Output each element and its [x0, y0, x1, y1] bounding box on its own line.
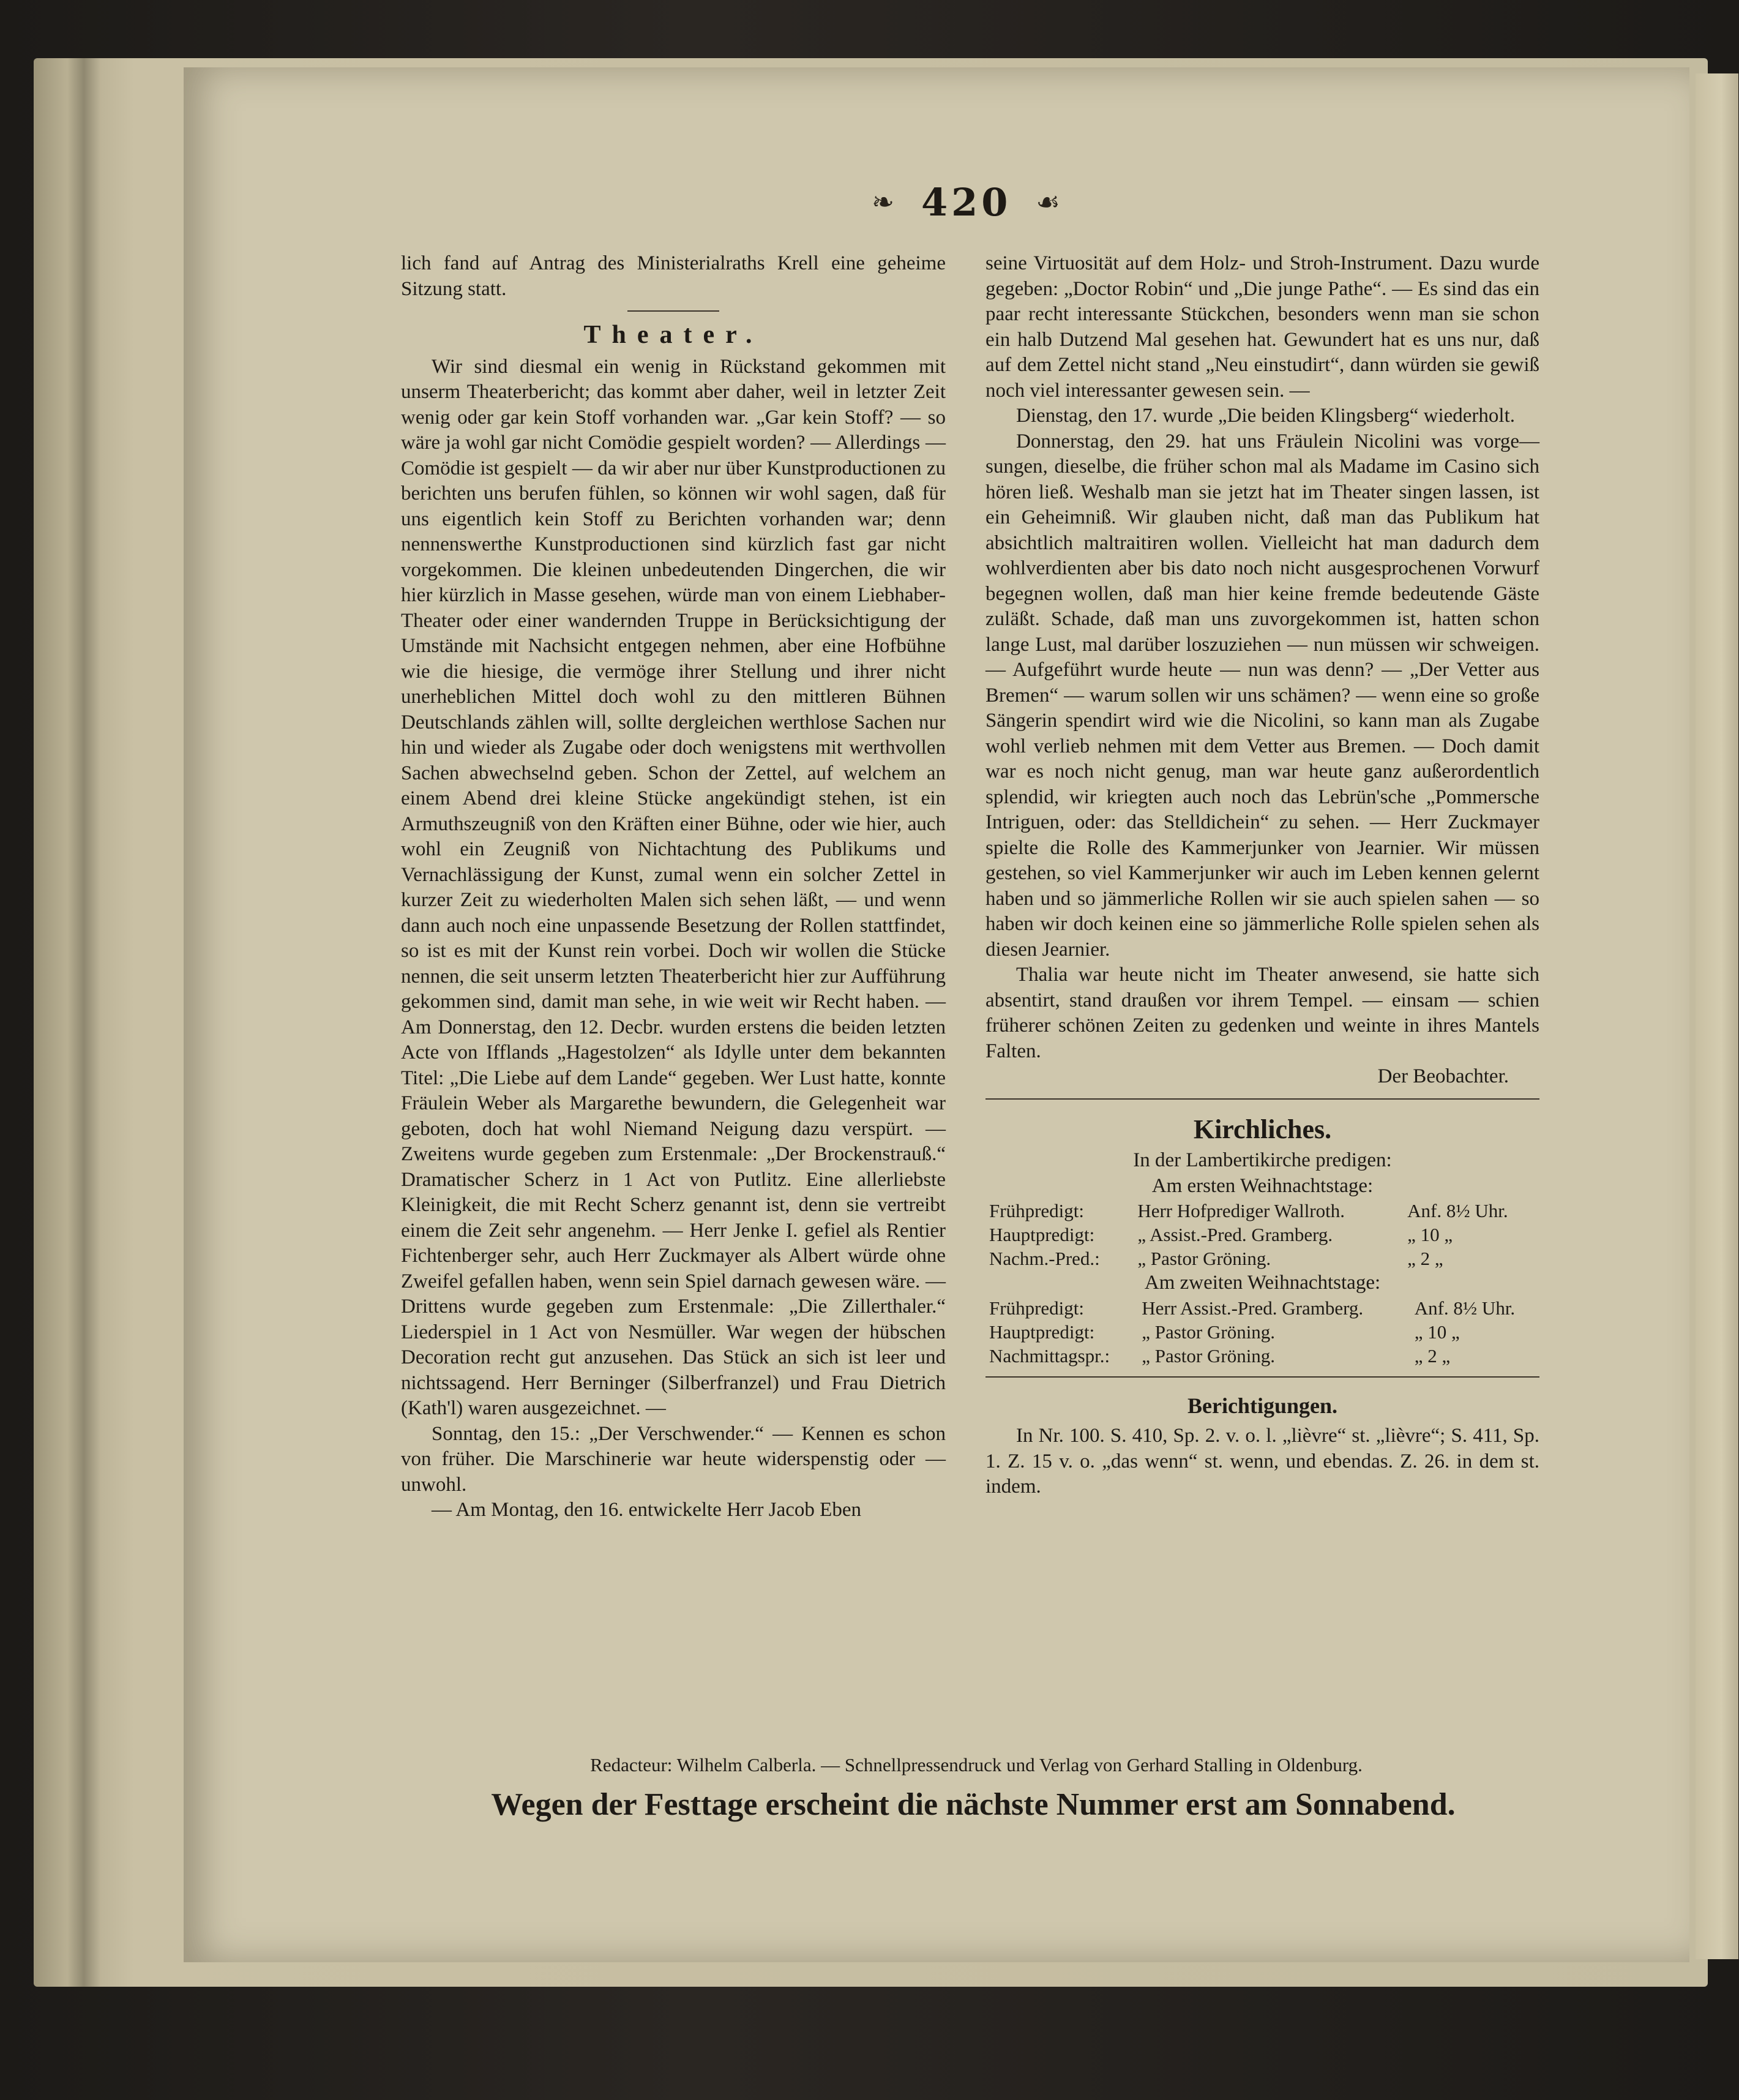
- theater-paragraph: Donnerstag, den 29. hat uns Fräulein Nicolini was vorge—sungen, dieselbe, die früher schon mal als Madame im Casino sich hören ließ. Weshalb man sie jetzt hat im Theater singen lassen, ist ein Geheimniß. Wir glauben nicht, daß man das Publikum hat absichtlich maltraitiren wollen. Vielleicht hat man dadurch dem wohlverdienten aber bis dato noch nicht ausgesprochenen Vorwurf begegnen wollen, daß man hier keine fremde bedeutende Gäste zuläßt. Schade, daß man uns zuvorgekommen ist, hatten schon lange Lust, mal darüber loszuziehen — nun müssen wir schweigen. — Aufgeführt wurde heute — nun was denn? — „Der Vetter aus Bremen“ — warum sollen wir uns schämen? — wenn eine so große Sängerin spendirt wird wie die Nicolini, so kann man als Zugabe wohl verlieb nehmen mit dem Vetter aus Bremen. — Doch damit war es noch nicht genug, man war heute ganz außerordentlich splendid, wir kriegten auch noch das Lebrün'sche „Pommersche Intriguen, oder: das Stelldichein“ zu sehen. — Herr Zuckmayer spielte die Rolle des Kammerjunker von Jearnier. Wir müssen gestehen, so viel Kammerjunker wir auch im Leben kennen gelernt haben und so jämmerliche Rollen wir sie auch spielen sahen — so haben wir doch keinen eine so jämmerliche Rolle spielen sehen als diesen Jearnier.: [985, 430, 1539, 961]
- theater-paragraph: Sonntag, den 15.: „Der Verschwender.“ — Kennen es schon von früher. Die Marschinerie war heute widerspenstig oder — unwohl.: [401, 1422, 946, 1496]
- theater-paragraph: Dienstag, den 17. wurde „Die beiden Klingsberg“ wiederholt.: [1016, 405, 1515, 427]
- ornament-left-icon: ❧: [872, 186, 897, 218]
- service-name: Nachmittagspr.:: [989, 1344, 1110, 1367]
- left-column: [401, 251, 946, 1523]
- schedule-row: [985, 1247, 1539, 1270]
- schedule-row: [985, 1344, 1539, 1368]
- preacher: „ Pastor Gröning.: [1142, 1344, 1276, 1367]
- page-number: 420: [921, 179, 1012, 225]
- intro-paragraph: lich fand auf Antrag des Ministerialraths Krell eine geheime Sitzung statt.: [401, 252, 946, 300]
- theater-paragraph: Thalia war heute nicht im Theater anwesend, sie hatte sich absentirt, stand draußen vor ihrem Tempel. — einsam — schien früherer schönen Zeiten zu gedenken und weinte in ihres Mantels Falten.: [985, 964, 1539, 1062]
- service-name: Hauptpredigt:: [989, 1224, 1095, 1245]
- day1-heading: Am ersten Weihnachtstage:: [1151, 1174, 1374, 1197]
- schedule-row: [985, 1223, 1539, 1247]
- schedule-row: [985, 1199, 1539, 1223]
- theater-paragraph: seine Virtuosität auf dem Holz- und Stroh-Instrument. Dazu wurde gegeben: „Doctor Robin“ und „Die junge Pathe“. — Es sind das ein paar recht interessante Stückchen, besonders wenn man sie schon ein halb Dutzend Mal gesehen hat. Gewundert hat es uns nur, daß auf dem Zettel nicht stand „Neu einstudirt“, dann würden sie gewiß noch viel interessanter gewesen sein. —: [985, 252, 1539, 402]
- schedule-row: [985, 1296, 1539, 1320]
- service-time: Anf. 8½ Uhr.: [1414, 1297, 1516, 1319]
- corrections-heading: Berichtigungen.: [1187, 1393, 1337, 1418]
- imprint-line: Redacteur: Wilhelm Calberla. — Schnellpressendruck und Verlag von Gerhard Stalling in Oldenburg.: [590, 1754, 1363, 1776]
- corrections-text: In Nr. 100. S. 410, Sp. 2. v. o. l. „lièvre“ st. „lièvre“; S. 411, Sp. 1. Z. 15 v. o. „das wenn“ st. wenn, und ebendas. Z. 26. in dem st. indem.: [985, 1425, 1539, 1498]
- schedule-row: [985, 1320, 1539, 1344]
- preacher: Herr Assist.-Pred. Gramberg.: [1142, 1297, 1364, 1319]
- preacher: „ Pastor Gröning.: [1137, 1248, 1271, 1269]
- church-intro: In der Lambertikirche predigen:: [1133, 1149, 1392, 1171]
- service-name: Frühpredigt:: [989, 1297, 1084, 1319]
- service-time: Anf. 8½ Uhr.: [1407, 1200, 1508, 1221]
- day2-schedule: [985, 1296, 1539, 1368]
- signature: Der Beobachter.: [1377, 1065, 1509, 1087]
- next-page-edge: [1696, 73, 1738, 1959]
- holiday-notice: Wegen der Festtage erscheint die nächste Nummer erst am Sonnabend.: [491, 1787, 1456, 1822]
- preacher: Herr Hofprediger Wallroth.: [1137, 1200, 1345, 1221]
- preacher: „ Assist.-Pred. Gramberg.: [1137, 1224, 1333, 1245]
- section-divider: [985, 1098, 1539, 1100]
- preacher: „ Pastor Gröning.: [1142, 1321, 1276, 1343]
- section-divider: [985, 1376, 1539, 1378]
- service-time: „ 2 „: [1407, 1248, 1443, 1269]
- service-name: Frühpredigt:: [989, 1200, 1084, 1221]
- right-column: [985, 251, 1539, 1500]
- service-name: Nachm.-Pred.:: [989, 1248, 1100, 1269]
- service-time: „ 10 „: [1414, 1321, 1460, 1343]
- service-name: Hauptpredigt:: [989, 1321, 1095, 1343]
- service-time: „ 2 „: [1414, 1344, 1451, 1367]
- ornament-right-icon: ☙: [1036, 186, 1063, 218]
- theater-paragraph: — Am Montag, den 16. entwickelte Herr Jacob Eben: [432, 1499, 861, 1521]
- section-divider: [627, 310, 719, 312]
- day2-heading: Am zweiten Weihnachtstage:: [1144, 1272, 1381, 1294]
- church-heading: Kirchliches.: [1193, 1114, 1332, 1144]
- day1-schedule: [985, 1199, 1539, 1270]
- service-time: „ 10 „: [1407, 1224, 1453, 1245]
- theater-paragraph: Wir sind diesmal ein wenig in Rückstand gekommen mit unserm Theaterbericht; das kommt aber daher, weil in letzter Zeit wenig oder gar kein Stoff vorhanden war. „Gar kein Stoff? — so wäre ja wohl gar nicht Comödie gespielt worden? — Allerdings — Comödie ist gespielt — da wir aber nur über Kunstproductionen zu berichten uns berufen fühlen, so können wir wohl sagen, daß für uns eigentlich kein Stoff zu Berichten vorhanden war; denn nennenswerthe Kunstproductionen sind kürzlich fast gar nicht vorgekommen. Die kleinen unbedeutenden Dingerchen, die wir hier kürzlich in Masse gesehen, würde man von einem Liebhaber-Theater oder einer wandernden Truppe in Berücksichtigung der Umstände mit Nachsicht entgegen nehmen, aber eine Hofbühne wie die hiesige, die vermöge ihrer Stellung und ihrer nicht unerheblichen Mittel doch wohl zu den mittleren Bühnen Deutschlands zählen will, sollte dergleichen werthlose Sachen nur hin und wieder als Zugabe oder doch wenigstens mit werthvollen Sachen abwechselnd geben. Schon der Zettel, auf welchem an einem Abend drei kleine Stücke angekündigt stehen, ist ein Armuthszeugniß von den Kräften einer Bühne, oder wie hier, auch wohl ein Zeugniß von Nichtachtung des Publikums und Vernachlässigung der Kunst, zumal wenn ein solcher Zettel in kurzer Zeit zu wiederholten Malen sich sehen läßt, — und wenn dann auch noch eine unpassende Besetzung der Rollen stattfindet, so ist es mit der Kunst rein vorbei. Doch wir wollen die Stücke nennen, die seit unserm letzten Theaterbericht hier zur Aufführung gekommen sind, damit man sehe, in wie weit wir Recht haben. — Am Donnerstag, den 12. Decbr. wurden erstens die beiden letzten Acte von Ifflands „Hagestolzen“ als Idylle unter dem bekannten Titel: „Die Liebe auf dem Lande“ gegeben. Wer Lust hatte, konnte Fräulein Weber als Margarethe bewundern, die Gelegenheit war geboten, doch hat wohl Niemand Neigung dazu verspürt. — Zweitens wurde gegeben zum Erstenmale: „Der Brockenstrauß.“ Dramatischer Scherz in 1 Act von Putlitz. Eine allerliebste Kleinigkeit, die mit Recht Scherz genannt ist, denn sie vertreibt einem die Zeit sehr angenehm. — Herr Jenke I. gefiel als Rentier Fichtenberger sehr, auch Herr Zuckmayer als Albert würde ohne Zweifel gefallen haben, wenn sein Spiel darnach gewesen wäre. — Drittens wurde gegeben zum Erstenmale: „Die Zillerthaler.“ Liederspiel in 1 Act von Nesmüller. War wegen der hübschen Decoration recht gut anzusehen. Das Stück an sich ist leer und nichtssagend. Herr Berninger (Silberfranzel) und Frau Dietrich (Kath'l) waren ausgezeichnet. —: [401, 355, 946, 1419]
- page-header: [796, 174, 1139, 230]
- theater-heading: Theater.: [583, 321, 763, 349]
